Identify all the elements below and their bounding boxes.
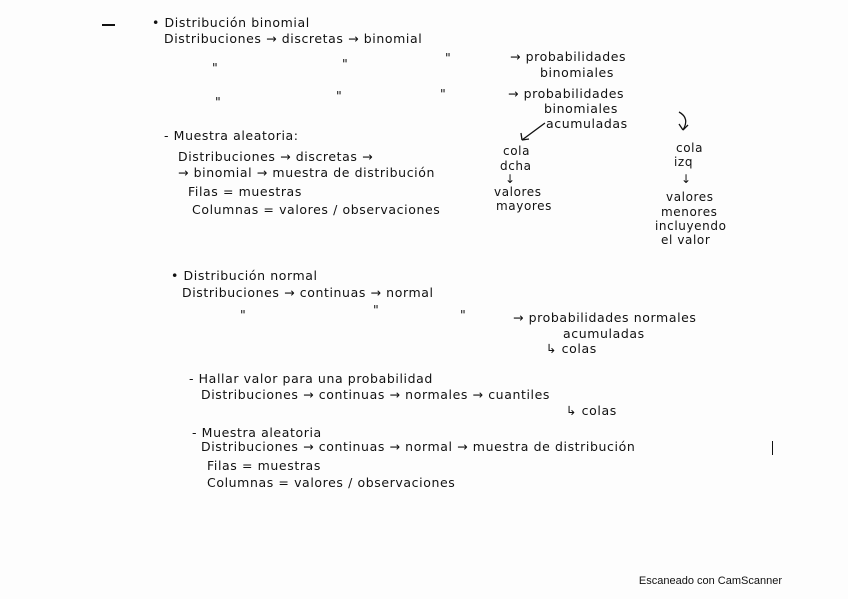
cola-izq-line: el valor (661, 233, 711, 247)
binomial-chain: Distribuciones → discretas → binomial (164, 31, 423, 46)
scanner-watermark: Escaneado con CamScanner (638, 575, 782, 587)
margin-mark (772, 441, 773, 455)
result-line: acumuladas (546, 116, 628, 131)
ditto-mark: " (342, 56, 349, 71)
cola-dcha-line: cola (503, 144, 531, 158)
ditto-mark: " (215, 94, 222, 109)
muestra2-line: Distribuciones → continuas → normal → muestra de distribución (201, 439, 636, 454)
ditto-mark: " (240, 307, 247, 322)
normal-title: • Distribución normal (171, 268, 318, 283)
cola-dcha-line: dcha (500, 159, 532, 173)
hallar-title: - Hallar valor para una probabilidad (189, 371, 433, 386)
binomial-title: • Distribución binomial (152, 15, 310, 30)
ditto-mark: " (445, 50, 452, 65)
muestra2-line: Filas = muestras (207, 458, 321, 473)
arrow-left-icon (522, 123, 545, 140)
ditto-mark: " (373, 302, 380, 317)
cola-izq-line: izq (674, 155, 694, 169)
cola-izq-arrow: ↓ (681, 172, 692, 186)
result-line: binomiales (544, 101, 618, 116)
ditto-mark: " (460, 307, 467, 322)
cola-izq-line: incluyendo (655, 219, 727, 233)
muestra1-line: Filas = muestras (188, 184, 302, 199)
ditto-mark: " (440, 86, 447, 101)
muestra2-title: - Muestra aleatoria (192, 425, 322, 440)
result-line: → probabilidades (510, 49, 627, 64)
normal-chain: Distribuciones → continuas → normal (182, 285, 434, 300)
ditto-mark: " (336, 88, 343, 103)
cola-dcha-arrow: ↓ (505, 172, 516, 186)
cola-izq-line: valores (666, 190, 714, 204)
arrowhead-right-icon (679, 124, 688, 130)
hallar-chain: Distribuciones → continuas → normales → cuantiles (201, 387, 551, 402)
cola-dcha-line: mayores (496, 199, 552, 213)
hallar-sub: ↳ colas (566, 403, 617, 418)
result-line: binomiales (540, 65, 614, 80)
cola-izq-line: cola (676, 141, 704, 155)
muestra1-line: Distribuciones → discretas → (178, 149, 374, 164)
result-line: → probabilidades (508, 86, 625, 101)
ditto-mark: " (212, 60, 219, 75)
normal-result: acumuladas (563, 326, 645, 341)
cola-dcha-line: valores (494, 185, 542, 199)
normal-result: → probabilidades normales (513, 310, 697, 325)
cola-izq-line: menores (661, 205, 718, 219)
arrow-right-icon (679, 112, 686, 130)
muestra1-line: Columnas = valores / observaciones (192, 202, 441, 217)
muestra1-title: - Muestra aleatoria: (164, 128, 299, 143)
normal-result: ↳ colas (546, 341, 597, 356)
muestra1-line: → binomial → muestra de distribución (178, 165, 436, 180)
muestra2-line: Columnas = valores / observaciones (207, 475, 456, 490)
